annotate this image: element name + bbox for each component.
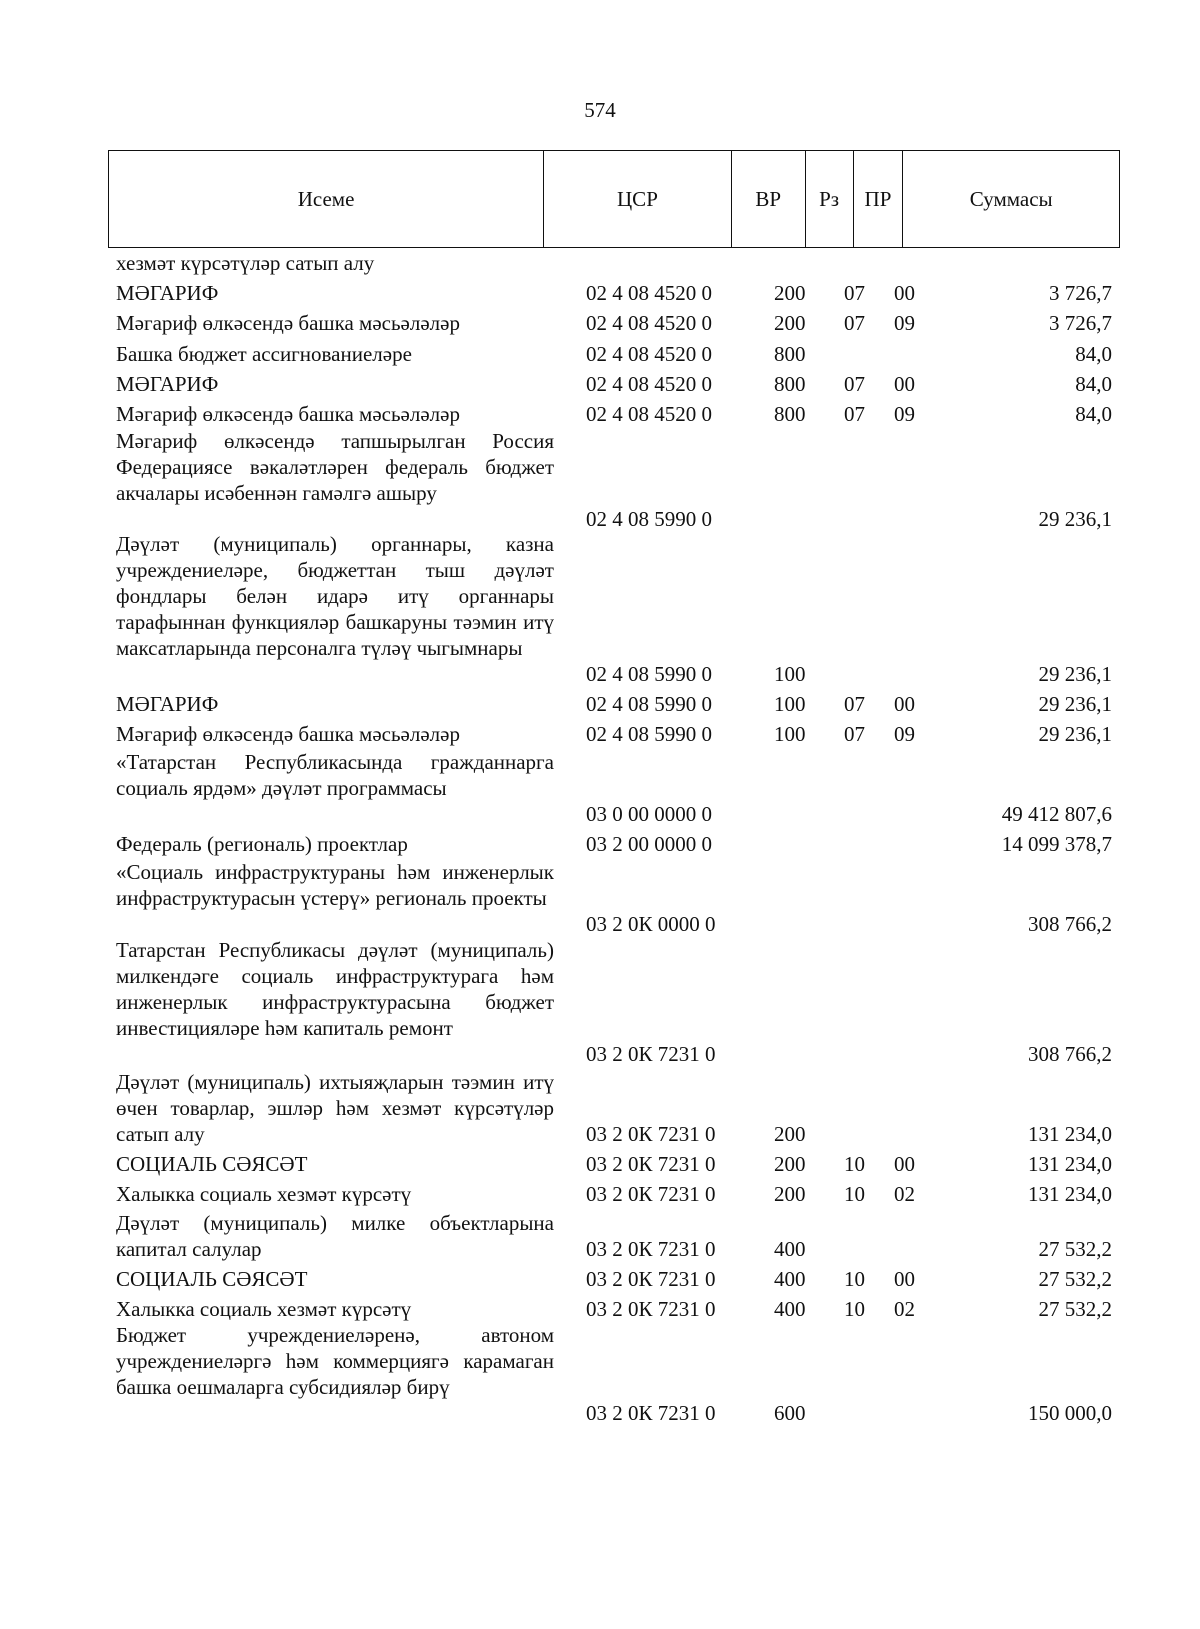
row-rz: 10 <box>844 1182 865 1206</box>
row-csr: 02 4 08 5990 0 <box>586 722 712 746</box>
row-rz: 07 <box>844 402 865 426</box>
row-name: СОЦИАЛЬ СӘЯСӘТ <box>116 1152 308 1176</box>
row-csr: 02 4 08 4520 0 <box>586 281 712 305</box>
table-row <box>0 937 1200 1067</box>
row-sum: 150 000,0 <box>1028 1401 1112 1425</box>
row-rz: 07 <box>844 692 865 716</box>
row-sum: 3 726,7 <box>1049 311 1112 335</box>
row-pr: 09 <box>894 311 915 335</box>
table-row <box>0 831 1200 857</box>
table-row <box>0 531 1200 687</box>
row-name: МӘГАРИФ <box>116 281 219 305</box>
row-csr: 03 2 0К 0000 0 <box>586 912 716 936</box>
row-csr: 02 4 08 5990 0 <box>586 507 712 531</box>
row-rz: 10 <box>844 1267 865 1291</box>
row-sum: 84,0 <box>1075 342 1112 366</box>
row-csr: 03 2 0К 7231 0 <box>586 1122 716 1146</box>
row-rz: 07 <box>844 722 865 746</box>
row-csr: 02 4 08 4520 0 <box>586 311 712 335</box>
row-name: МӘГАРИФ <box>116 372 219 396</box>
row-sum: 131 234,0 <box>1028 1122 1112 1146</box>
row-csr: 03 2 0К 7231 0 <box>586 1237 716 1261</box>
row-vr: 800 <box>774 372 806 396</box>
table-row <box>0 749 1200 827</box>
table-row <box>0 1266 1200 1292</box>
row-sum: 29 236,1 <box>1038 692 1112 716</box>
row-vr: 600 <box>774 1401 806 1425</box>
row-rz: 07 <box>844 281 865 305</box>
row-csr: 03 2 0К 7231 0 <box>586 1182 716 1206</box>
row-vr: 200 <box>774 1182 806 1206</box>
row-csr: 02 4 08 5990 0 <box>586 692 712 716</box>
table-row <box>0 280 1200 306</box>
row-sum: 3 726,7 <box>1049 281 1112 305</box>
row-name: Мәгариф өлкәсендә башка мәсьәләләр <box>116 402 460 426</box>
table-row <box>0 310 1200 336</box>
row-pr: 00 <box>894 692 915 716</box>
table-row <box>0 859 1200 937</box>
row-csr: 02 4 08 4520 0 <box>586 372 712 396</box>
table-row <box>0 250 1200 276</box>
table-row <box>0 1151 1200 1177</box>
table-row <box>0 1322 1200 1426</box>
row-vr: 200 <box>774 1152 806 1176</box>
header-csr: ЦСР <box>544 151 732 247</box>
table-row <box>0 691 1200 717</box>
row-name: Дәүләт (муниципаль) милке объектларына капитал салулар <box>116 1211 554 1261</box>
row-name: МӘГАРИФ <box>116 692 219 716</box>
header-pr: ПР <box>854 151 904 247</box>
row-sum: 29 236,1 <box>1038 507 1112 531</box>
row-pr: 09 <box>894 402 915 426</box>
row-csr: 02 4 08 4520 0 <box>586 342 712 366</box>
table-row <box>0 341 1200 367</box>
table-row <box>0 428 1200 532</box>
table-row <box>0 371 1200 397</box>
table-row <box>0 1181 1200 1207</box>
row-sum: 308 766,2 <box>1028 1042 1112 1066</box>
row-csr: 03 2 00 0000 0 <box>586 832 712 856</box>
row-sum: 84,0 <box>1075 372 1112 396</box>
row-vr: 400 <box>774 1267 806 1291</box>
row-sum: 27 532,2 <box>1038 1267 1112 1291</box>
table-row <box>0 401 1200 427</box>
row-sum: 308 766,2 <box>1028 912 1112 936</box>
row-rz: 10 <box>844 1297 865 1321</box>
row-name: Башка бюджет ассигнованиеләре <box>116 342 412 366</box>
row-rz: 07 <box>844 372 865 396</box>
row-csr: 03 2 0К 7231 0 <box>586 1401 716 1425</box>
row-name: хезмәт күрсәтүләр сатып алу <box>116 251 375 275</box>
row-sum: 29 236,1 <box>1038 722 1112 746</box>
header-rz: Рз <box>806 151 854 247</box>
table-row <box>0 721 1200 747</box>
row-rz: 10 <box>844 1152 865 1176</box>
table-row <box>0 1069 1200 1147</box>
row-name: «Татарстан Республикасында гражданнарга социаль ярдәм» дәүләт программасы <box>116 750 554 800</box>
row-vr: 800 <box>774 342 806 366</box>
row-csr: 03 2 0К 7231 0 <box>586 1042 716 1066</box>
row-pr: 02 <box>894 1182 915 1206</box>
row-name: Дәүләт (муниципаль) ихтыяҗларын тәэмин итү өчен товарлар, эшләр һәм хезмәт күрсәтүләр сатып алу <box>116 1070 554 1146</box>
row-csr: 03 0 00 0000 0 <box>586 802 712 826</box>
row-name: Дәүләт (муниципаль) органнары, казна учреждениеләре, бюджеттан тыш дәүләт фондлары белән идарә итү органнары тарафыннан функцияләр башкаруны тәэмин итү максатларында персоналга түләү чыгымнары <box>116 532 554 660</box>
row-pr: 02 <box>894 1297 915 1321</box>
row-csr: 02 4 08 5990 0 <box>586 662 712 686</box>
row-pr: 00 <box>894 372 915 396</box>
row-pr: 00 <box>894 1152 915 1176</box>
row-name: Бюджет учреждениеләренә, автоном учреждениеләргә һәм коммерциягә карамаган башка оешмаларга субсидияләр бирү <box>116 1323 554 1399</box>
row-pr: 09 <box>894 722 915 746</box>
row-vr: 400 <box>774 1297 806 1321</box>
row-sum: 27 532,2 <box>1038 1297 1112 1321</box>
row-vr: 800 <box>774 402 806 426</box>
header-name: Исеме <box>109 151 544 247</box>
row-vr: 200 <box>774 1122 806 1146</box>
row-vr: 200 <box>774 311 806 335</box>
row-csr: 03 2 0К 7231 0 <box>586 1152 716 1176</box>
row-csr: 03 2 0К 7231 0 <box>586 1297 716 1321</box>
row-sum: 14 099 378,7 <box>1001 832 1112 856</box>
row-name: Халыкка социаль хезмәт күрсәтү <box>116 1182 412 1206</box>
row-sum: 27 532,2 <box>1038 1237 1112 1261</box>
row-name: «Социаль инфраструктураны һәм инженерлык инфраструктурасын үстерү» региональ проекты <box>116 860 554 910</box>
header-sum: Суммасы <box>969 186 1053 211</box>
row-vr: 100 <box>774 692 806 716</box>
row-vr: 100 <box>774 662 806 686</box>
row-csr: 03 2 0К 7231 0 <box>586 1267 716 1291</box>
header-vr: ВР <box>732 151 806 247</box>
row-pr: 00 <box>894 281 915 305</box>
row-name: СОЦИАЛЬ СӘЯСӘТ <box>116 1267 308 1291</box>
row-vr: 400 <box>774 1237 806 1261</box>
row-name: Мәгариф өлкәсендә тапшырылган Россия Федерациясе вәкаләтләрен федераль бюджет акчалары исәбеннән гамәлгә ашыру <box>116 429 554 505</box>
row-sum: 84,0 <box>1075 402 1112 426</box>
row-vr: 100 <box>774 722 806 746</box>
row-name: Мәгариф өлкәсендә башка мәсьәләләр <box>116 311 460 335</box>
row-sum: 49 412 807,6 <box>1001 802 1112 826</box>
row-name: Мәгариф өлкәсендә башка мәсьәләләр <box>116 722 460 746</box>
row-csr: 02 4 08 4520 0 <box>586 402 712 426</box>
row-pr: 00 <box>894 1267 915 1291</box>
row-sum: 131 234,0 <box>1028 1152 1112 1176</box>
row-sum: 29 236,1 <box>1038 662 1112 686</box>
row-name: Халыкка социаль хезмәт күрсәтү <box>116 1297 412 1321</box>
row-rz: 07 <box>844 311 865 335</box>
row-name: Федераль (региональ) проектлар <box>116 832 408 856</box>
table-row <box>0 1296 1200 1322</box>
page-number: 574 <box>584 98 616 122</box>
row-vr: 200 <box>774 281 806 305</box>
row-sum: 131 234,0 <box>1028 1182 1112 1206</box>
table-row <box>0 1210 1200 1262</box>
row-name: Татарстан Республикасы дәүләт (муниципаль) милкендәге социаль инфраструктурага һәм инженерлык инфраструктурасына бюджет инвестицияләре һәм капиталь ремонт <box>116 938 554 1040</box>
